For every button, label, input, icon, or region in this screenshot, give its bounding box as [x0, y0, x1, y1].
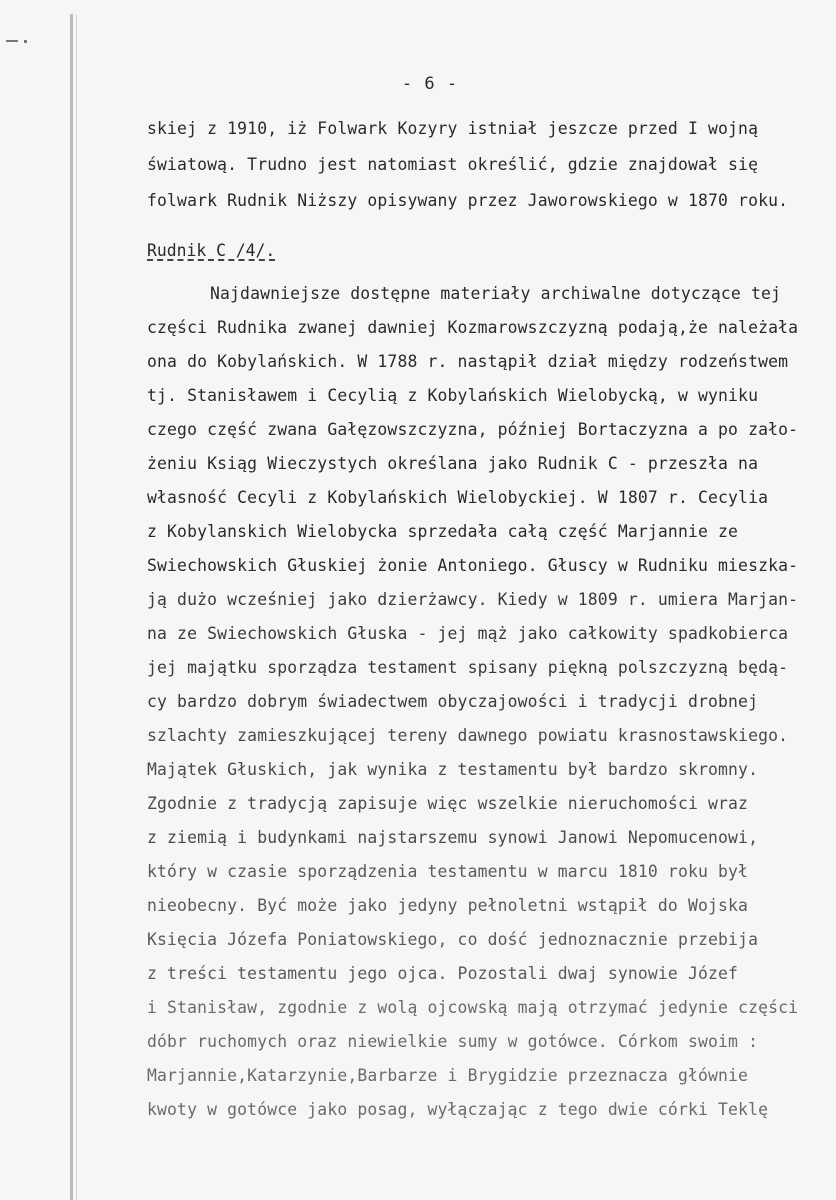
- text-line: tj. Stanisławem i Cecylią z Kobylańskich Wielobycką, w wyniku: [147, 386, 759, 405]
- text-line: i Stanisław, zgodnie z wolą ojcowską mają otrzymać jedynie części: [147, 998, 799, 1017]
- margin-dash-mark: [6, 40, 18, 42]
- text-line: Swiechowskich Głuskiej żonie Antoniego. Głuscy w Rudniku mieszka-: [147, 556, 799, 575]
- text-line: Majątek Głuskich, jak wynika z testamentu był bardzo skromny.: [147, 760, 759, 779]
- text-line: Najdawniejsze dostępne materiały archiwalne dotyczące tej: [210, 284, 782, 303]
- text-line: cy bardzo dobrym świadectwem obyczajowości i tradycji drobnej: [147, 692, 759, 711]
- text-line: jej majątku sporządza testament spisany piękną polszczyzną będą-: [147, 658, 789, 677]
- text-line: na ze Swiechowskich Głuska - jej mąż jako całkowity spadkobierca: [147, 624, 789, 643]
- page-number: - 6 -: [401, 74, 459, 94]
- text-line: Marjannie,Katarzynie,Barbarze i Brygidzie przeznacza głównie: [147, 1066, 749, 1085]
- text-line: szlachty zamieszkującej tereny dawnego powiatu krasnostawskiego.: [147, 726, 789, 745]
- text-line: czego część zwana Gałęzowszczyzna, później Bortaczyzna a po zało-: [147, 420, 799, 439]
- text-line: z ziemią i budynkami najstarszemu synowi Janowi Nepomucenowi,: [147, 828, 759, 847]
- page-margin-line: [70, 14, 73, 1200]
- margin-dot-mark: [24, 40, 27, 43]
- text-line: kwoty w gotówce jako posag, wyłączając z tego dwie córki Teklę: [147, 1100, 769, 1119]
- text-line: światową. Trudno jest natomiast określić, gdzie znajdował się: [147, 155, 759, 174]
- text-line: żeniu Ksiąg Wieczystych określana jako Rudnik C - przeszła na: [147, 454, 759, 473]
- text-line: z treści testamentu jego ojca. Pozostali dwaj synowie Józef: [147, 964, 739, 983]
- page-margin-line-shadow: [76, 14, 77, 1200]
- section-heading: Rudnik C /4/.: [147, 241, 276, 260]
- text-line: ona do Kobylańskich. W 1788 r. nastąpił dział między rodzeństwem: [147, 352, 789, 371]
- text-line: dóbr ruchomych oraz niewielkie sumy w gotówce. Córkom swoim :: [147, 1032, 759, 1051]
- text-line: skiej z 1910, iż Folwark Kozyry istniał jeszcze przed I wojną: [147, 119, 759, 138]
- text-line: ją dużo wcześniej jako dzierżawcy. Kiedy w 1809 r. umiera Marjan-: [147, 590, 799, 609]
- text-line: Księcia Józefa Poniatowskiego, co dość jednoznacznie przebija: [147, 930, 759, 949]
- text-line: części Rudnika zwanej dawniej Kozmarowszczyzną podają,że należała: [147, 318, 799, 337]
- text-line: własność Cecyli z Kobylańskich Wielobyckiej. W 1807 r. Cecylia: [147, 488, 769, 507]
- text-line: który w czasie sporządzenia testamentu w marcu 1810 roku był: [147, 862, 749, 881]
- text-line: folwark Rudnik Niższy opisywany przez Jaworowskiego w 1870 roku.: [147, 191, 789, 210]
- text-line: Zgodnie z tradycją zapisuje więc wszelkie nieruchomości wraz: [147, 794, 749, 813]
- text-line: nieobecny. Być może jako jedyny pełnoletni wstąpił do Wojska: [147, 896, 749, 915]
- text-line: z Kobylanskich Wielobycka sprzedała całą część Marjannie ze: [147, 522, 739, 541]
